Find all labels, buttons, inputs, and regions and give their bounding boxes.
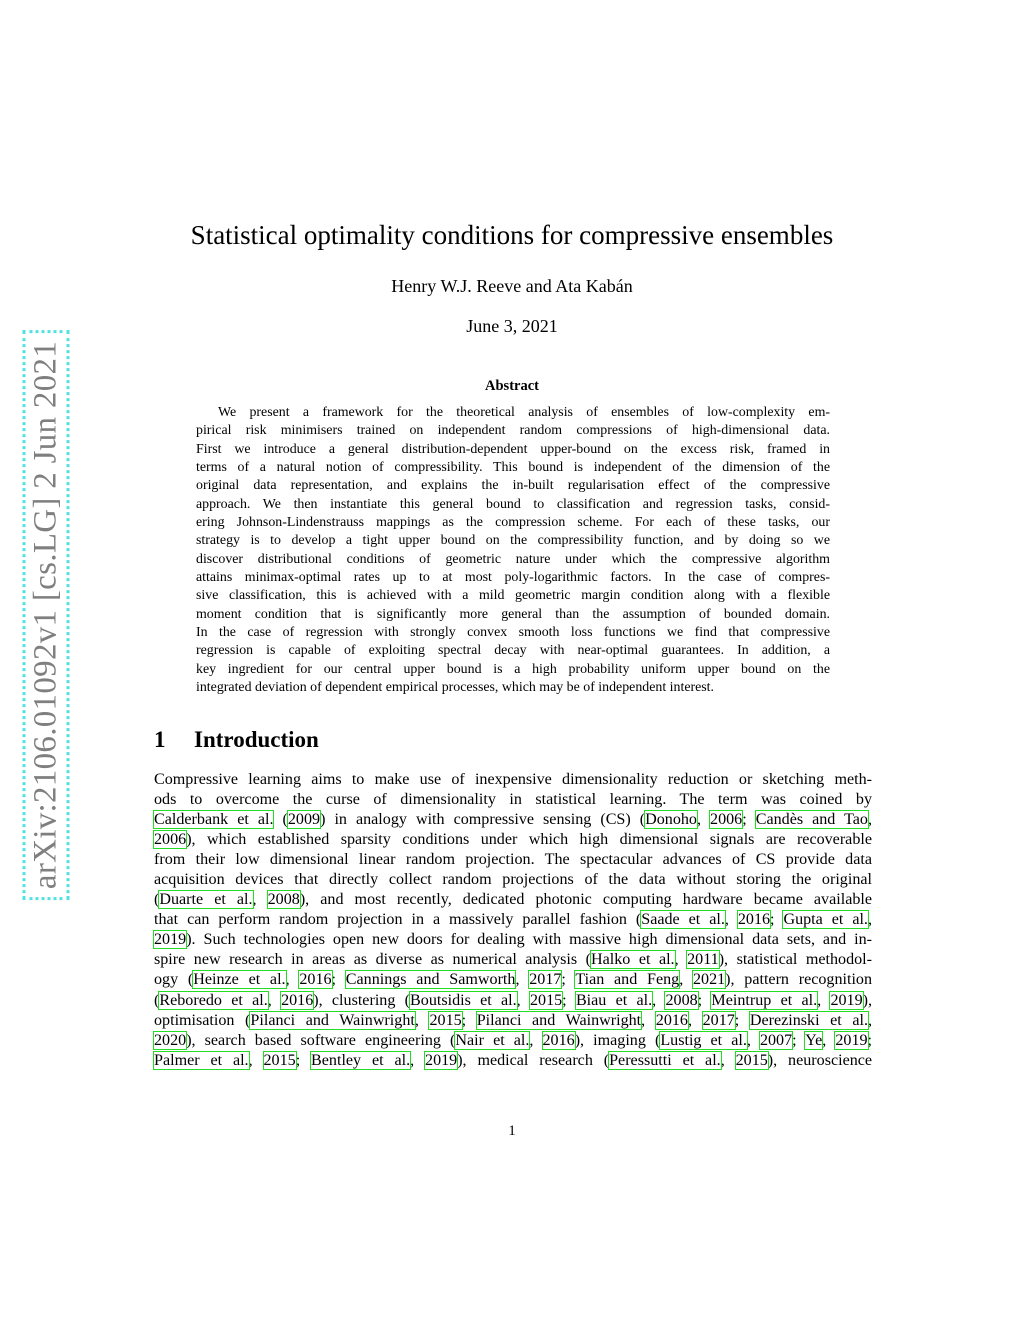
- intro-text: ,: [285, 971, 300, 989]
- citation-link[interactable]: 2008: [267, 891, 300, 909]
- intro-text: ), medical research (: [457, 1051, 610, 1069]
- abstract-line: approach. We then instantiate this general bound to classification and regression tasks, consid-: [196, 496, 830, 512]
- intro-text: ,: [252, 891, 268, 909]
- intro-text: ,: [817, 991, 831, 1009]
- abstract-body: [196, 404, 830, 698]
- intro-text: ;: [561, 971, 576, 989]
- citation-link[interactable]: Biau et al.: [575, 991, 653, 1009]
- citation-link[interactable]: 2015: [735, 1051, 768, 1069]
- citation-link[interactable]: 2019: [154, 931, 187, 949]
- citation-link[interactable]: 2016: [281, 991, 314, 1009]
- intro-line: [154, 1031, 872, 1051]
- intro-line: [154, 810, 872, 830]
- citation-link[interactable]: 2015: [529, 991, 563, 1009]
- intro-text: ,: [248, 1051, 264, 1069]
- citation-link[interactable]: 2007: [759, 1031, 793, 1049]
- citation-link[interactable]: 2020: [154, 1031, 187, 1049]
- intro-text: that can perform random projection in a massively parallel fashion (: [154, 911, 642, 929]
- abstract-line: integrated deviation of dependent empirical processes, which may be of independent interest.: [196, 680, 715, 696]
- paper-title: Statistical optimality conditions for compressive ensembles: [190, 220, 834, 250]
- citation-link[interactable]: Cannings and Samworth: [345, 971, 516, 989]
- citation-link[interactable]: 2015: [429, 1011, 462, 1029]
- intro-line: [154, 1051, 872, 1071]
- intro-line: [154, 770, 872, 790]
- citation-link[interactable]: 2021: [692, 971, 726, 989]
- intro-text: ,: [410, 1051, 426, 1069]
- abstract-line: original data representation, and explains the in-built regularisation effect of the compressive: [196, 478, 830, 494]
- citation-link[interactable]: Pilanci and Wainwright: [250, 1011, 415, 1029]
- abstract-line: First we introduce a general distribution-dependent upper-bound on the excess risk, framed in: [196, 441, 830, 457]
- intro-text: ,: [652, 991, 666, 1009]
- section-title: Introduction: [194, 727, 319, 752]
- citation-link[interactable]: Donoho: [645, 811, 697, 829]
- intro-text: ,: [746, 1031, 760, 1049]
- intro-text: ), search based software engineering (: [186, 1031, 456, 1049]
- intro-text: ,: [867, 911, 872, 929]
- intro-line: [154, 890, 872, 910]
- section-number: 1: [154, 727, 166, 752]
- citation-link[interactable]: Calderbank et al.: [154, 811, 274, 829]
- intro-line: [154, 850, 872, 870]
- abstract-line: sive classification, this is achieved with a mild geometric margin condition along with a flexible: [196, 588, 830, 604]
- abstract-line: key ingredient for our central upper bound is a high probability uniform upper bound on the: [196, 661, 830, 677]
- intro-text: ,: [529, 1031, 543, 1049]
- introduction-body: [154, 770, 872, 1071]
- citation-link[interactable]: 2016: [737, 911, 771, 929]
- intro-text: ,: [679, 971, 693, 989]
- citation-link[interactable]: Peressutti et al.: [609, 1051, 721, 1069]
- citation-link[interactable]: Bentley et al.: [311, 1051, 411, 1069]
- intro-text: (: [154, 991, 160, 1009]
- citation-link[interactable]: 2017: [529, 971, 562, 989]
- citation-link[interactable]: Nair et al.: [455, 1031, 530, 1049]
- intro-text: ,: [868, 1011, 873, 1029]
- intro-text: from their low dimensional linear random projection. The spectacular advances of CS provide data: [154, 851, 872, 869]
- abstract-line: attains minimax-optimal rates up to at most poly-logarithmic factors. In the case of compres-: [196, 570, 830, 586]
- abstract-line: pirical risk minimisers trained on independent random compressions of high-dimensional data.: [196, 423, 830, 439]
- intro-line: [154, 950, 872, 970]
- citation-link[interactable]: 2009: [287, 811, 321, 829]
- intro-text: ,: [724, 911, 738, 929]
- intro-line: [154, 930, 872, 950]
- paper-date: June 3, 2021: [466, 316, 558, 336]
- intro-text: ,: [414, 1011, 430, 1029]
- abstract-line: ering Johnson-Lindenstrauss mappings as the compression scheme. For each of these tasks, our: [196, 515, 830, 531]
- abstract-line: We present a framework for the theoretical analysis of ensembles of low-complexity em-: [218, 405, 830, 420]
- intro-text: ,: [867, 811, 873, 829]
- citation-link[interactable]: Gupta et al.: [783, 911, 868, 929]
- citation-link[interactable]: 2016: [542, 1031, 575, 1049]
- intro-text: ,: [641, 1011, 656, 1029]
- intro-text: ;: [697, 991, 712, 1009]
- intro-text: optimisation (: [154, 1011, 251, 1029]
- intro-text: ,: [267, 991, 282, 1009]
- citation-link[interactable]: 2006: [154, 831, 187, 849]
- intro-line: [154, 970, 872, 990]
- abstract-line: regression is capable of exploiting spectral decay with near-optimal guarantees. In addition, a: [196, 643, 830, 659]
- intro-text: ,: [822, 1031, 836, 1049]
- intro-line: [154, 991, 872, 1011]
- intro-line: [154, 830, 872, 850]
- citation-link[interactable]: 2017: [702, 1011, 735, 1029]
- citation-link[interactable]: Palmer et al.: [154, 1051, 249, 1069]
- intro-line: [154, 870, 872, 890]
- intro-text: acquisition devices that directly collect random projections of the data without storing the original: [154, 871, 872, 889]
- intro-text: ;: [562, 991, 576, 1009]
- intro-text: ) in analogy with compressive sensing (CS) (: [320, 811, 646, 829]
- paper-authors: Henry W.J. Reeve and Ata Kabán: [391, 276, 633, 296]
- intro-line: [154, 790, 872, 810]
- intro-text: ), statistical methodol-: [718, 951, 873, 969]
- citation-link[interactable]: Saade et al.: [641, 911, 725, 929]
- intro-text: ;: [734, 1011, 750, 1029]
- abstract-line: terms of a natural notion of compressibility. This bound is independent of the dimension of the: [196, 460, 830, 476]
- citation-link[interactable]: Boutsidis et al.: [410, 991, 517, 1009]
- intro-text: ;: [770, 911, 784, 929]
- intro-text: ,: [696, 811, 711, 829]
- citation-link[interactable]: 2015: [263, 1051, 296, 1069]
- intro-text: ), pattern recognition: [725, 971, 873, 989]
- citation-link[interactable]: Lustig et al.: [660, 1031, 747, 1049]
- intro-text: ods to overcome the curse of dimensionality in statistical learning. The term was coined by: [154, 791, 872, 809]
- citation-link[interactable]: 2008: [665, 991, 698, 1009]
- citation-link[interactable]: 2011: [687, 951, 719, 969]
- citation-link[interactable]: Pilanci and Wainwright: [476, 1011, 642, 1029]
- section-heading: [154, 727, 319, 753]
- intro-text: Compressive learning aims to make use of inexpensive dimensionality reduction or sketching meth-: [154, 771, 872, 788]
- intro-text: ;: [792, 1031, 806, 1049]
- intro-line: [154, 910, 872, 930]
- intro-text: ), and most recently, dedicated photonic computing hardware became available: [299, 891, 872, 909]
- citation-link[interactable]: 2019: [425, 1051, 458, 1069]
- intro-text: ;: [742, 811, 756, 829]
- citation-link[interactable]: 2019: [835, 1031, 868, 1049]
- intro-text: ;: [867, 1031, 873, 1049]
- intro-text: ,: [720, 1051, 736, 1069]
- citation-link[interactable]: 2016: [655, 1011, 688, 1029]
- citation-link[interactable]: Tian and Feng: [575, 971, 680, 989]
- intro-text: ;: [331, 971, 346, 989]
- citation-link[interactable]: 2019: [830, 991, 863, 1009]
- abstract-heading: Abstract: [485, 378, 539, 394]
- intro-text: (: [273, 811, 288, 829]
- intro-text: ), clustering (: [313, 991, 411, 1009]
- citation-link[interactable]: 2006: [710, 811, 743, 829]
- citation-link[interactable]: Candès and Tao: [755, 811, 868, 829]
- intro-text: ogy (: [154, 971, 194, 989]
- intro-text: ),: [862, 991, 873, 1009]
- citation-link[interactable]: Derezinski et al.: [749, 1011, 869, 1029]
- citation-link[interactable]: Reboredo et al.: [159, 991, 268, 1009]
- intro-line: [154, 1011, 872, 1031]
- abstract-line: discover distributional conditions of geometric nature under which the compressive algorithm: [196, 551, 830, 567]
- arxiv-identifier-stamp[interactable]: arXiv:2106.01092v1 [cs.LG] 2 Jun 2021: [23, 330, 70, 900]
- intro-text: ,: [674, 951, 688, 969]
- citation-link[interactable]: 2016: [299, 971, 332, 989]
- intro-text: ,: [515, 971, 530, 989]
- intro-text: (: [154, 891, 160, 909]
- abstract-line: In the case of regression with strongly convex smooth loss functions we find that compressive: [196, 625, 830, 641]
- citation-link[interactable]: Duarte et al.: [159, 891, 253, 909]
- citation-link[interactable]: Ye: [805, 1031, 823, 1049]
- intro-text: ), neuroscience: [767, 1051, 873, 1069]
- abstract-line: strategy is to develop a tight upper bound on the compressibility function, and by doing so we: [196, 533, 830, 549]
- intro-text: ), which established sparsity conditions under which high dimensional signals are recoverable: [186, 831, 872, 849]
- intro-text: ;: [461, 1011, 477, 1029]
- intro-text: ). Such technologies open new doors for dealing with massive high dimensional data sets, and in-: [186, 931, 872, 949]
- page-number: 1: [508, 1123, 516, 1139]
- intro-text: ,: [687, 1011, 703, 1029]
- intro-text: ;: [295, 1051, 312, 1069]
- citation-link[interactable]: Heinze et al.: [193, 971, 286, 989]
- intro-text: ), imaging (: [574, 1031, 661, 1049]
- citation-link[interactable]: Halko et al.: [591, 951, 675, 969]
- intro-text: spire new research in areas as diverse as numerical analysis (: [154, 951, 592, 969]
- intro-text: ,: [516, 991, 530, 1009]
- citation-link[interactable]: Meintrup et al.: [711, 991, 818, 1009]
- abstract-line: moment condition that is significantly more general than the assumption of bounded domain.: [196, 606, 830, 622]
